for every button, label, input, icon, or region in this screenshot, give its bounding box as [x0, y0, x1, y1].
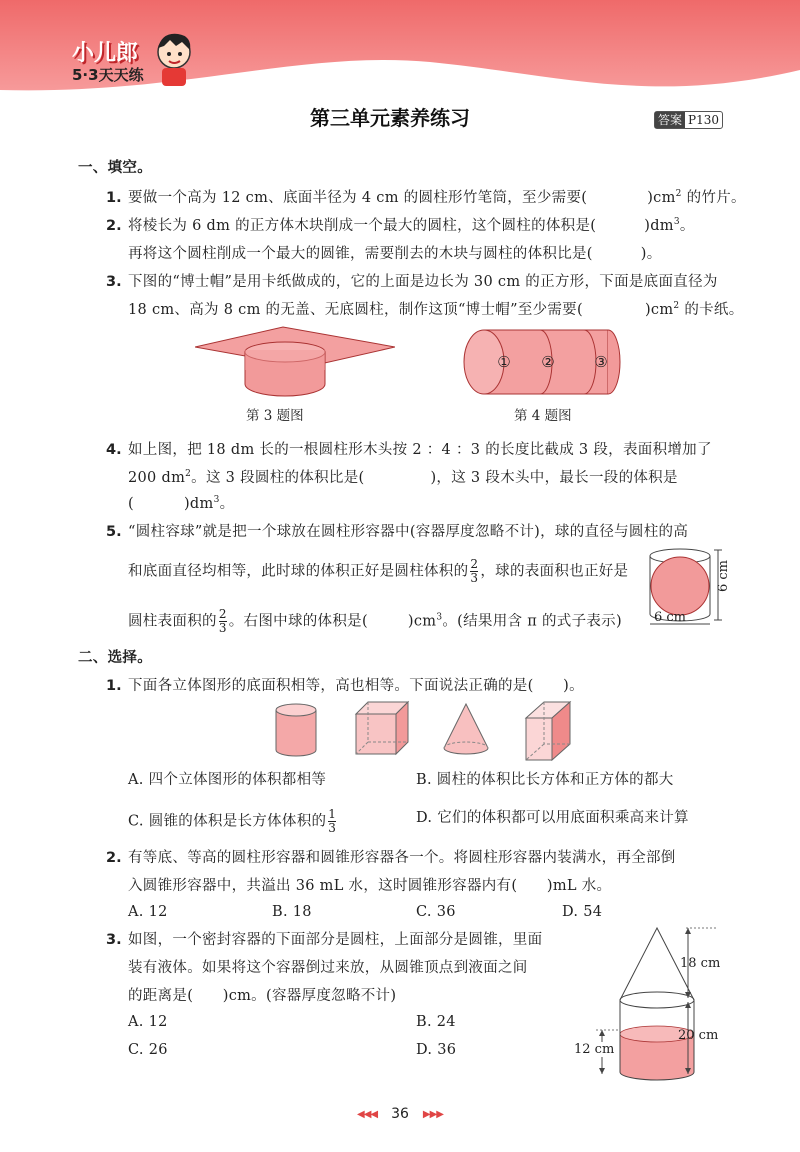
- segment-label-1: ①: [497, 353, 511, 371]
- s2-q1-number: 1.: [106, 678, 122, 694]
- s2-q3-text-1: 如图，一个密封容器的下面部分是圆柱，上面部分是圆锥，里面: [128, 932, 543, 948]
- s2-q1-option-a[interactable]: A. 四个立体图形的体积都相等: [128, 772, 327, 788]
- brand-sub: 5·3天天练: [72, 66, 144, 84]
- previous-arrows-icon: ◀◀◀: [357, 1108, 378, 1120]
- next-arrows-icon: ▶▶▶: [422, 1108, 443, 1120]
- s2-q1-option-d[interactable]: D. 它们的体积都可以用底面积乘高来计算: [416, 810, 689, 826]
- s2-q3-number: 3.: [106, 932, 122, 948]
- s1-q2-number: 2.: [106, 218, 122, 234]
- s1-q3-text-1: 下图的“博士帽”是用卡纸做成的，它的上面是边长为 30 cm 的正方形，下面是底面直径为: [128, 274, 718, 290]
- s2-q1-option-c[interactable]: C. 圆锥的体积是长方体体积的 $\frac{1}{3}$: [128, 807, 337, 835]
- s2-q2-option-a[interactable]: A. 12: [128, 904, 168, 920]
- s2-q3-option-a[interactable]: A. 12: [128, 1014, 168, 1030]
- figure-cone-cylinder-container: [590, 922, 740, 1082]
- four-solids-figure: [270, 700, 600, 762]
- s2-q2-number: 2.: [106, 850, 122, 866]
- s2-q2-text-2: 入圆锥形容器中，共溢出 36 mL 水，这时圆锥形容器内有( )mL 水。: [128, 878, 612, 894]
- s1-q3-number: 3.: [106, 274, 122, 290]
- section1-heading: 一、填空。: [78, 160, 152, 176]
- answer-page: P130: [688, 113, 719, 127]
- s1-q1-number: 1.: [106, 190, 122, 206]
- s1-q3-text-2: 18 cm、高为 8 cm 的无盖、无底圆柱，制作这顶“博士帽”至少需要( )$cm^2$ 的卡纸。: [128, 301, 744, 318]
- cone-height-label: 18 cm: [680, 956, 721, 971]
- s1-q4-text-3: ( )$dm^3$。: [128, 495, 235, 512]
- s1-q2-text-1: 将棱长为 6 dm 的正方体木块削成一个最大的圆柱，这个圆柱的体积是( )$dm^3$。: [128, 217, 695, 234]
- s2-q1-stem: 下面各立体图形的底面积相等，高也相等。下面说法正确的是( )。: [128, 678, 584, 694]
- s2-q2-option-b[interactable]: B. 18: [272, 904, 312, 920]
- s1-q5-text-3: 圆柱表面积的 $\frac{2}{3}$ 。右图中球的体积是( )$cm^3$。(结果用含 π 的式子表示): [128, 607, 622, 635]
- section2-heading: 二、选择。: [78, 650, 152, 666]
- page-footer: [330, 1106, 470, 1122]
- s1-q5-text-2: 和底面直径均相等，此时球的体积正好是圆柱体积的 $\frac{2}{3}$ ，球的表面积也正好是: [128, 557, 629, 585]
- s2-q2-text-1: 有等底、等高的圆柱形容器和圆锥形容器各一个。将圆柱形容器内装满水，再全部倒: [128, 850, 676, 866]
- s2-q2-option-d[interactable]: D. 54: [562, 904, 603, 920]
- brand-logo: [62, 36, 202, 96]
- s2-q2-option-c[interactable]: C. 36: [416, 904, 456, 920]
- page-title: 第三单元素养练习: [310, 106, 470, 130]
- s2-q3-option-d[interactable]: D. 36: [416, 1042, 457, 1058]
- segment-label-3: ③: [594, 353, 608, 371]
- fraction-two-thirds: $\frac{2}{3}$: [470, 557, 479, 585]
- cone-shape: [444, 704, 488, 754]
- s2-q3-text-3: 的距离是( )cm。(容器厚度忽略不计): [128, 988, 397, 1004]
- segment-label-2: ②: [541, 353, 555, 371]
- s1-q5-number: 5.: [106, 524, 122, 540]
- mascot-icon: [152, 32, 198, 88]
- liquid-height-label: 12 cm: [574, 1042, 615, 1057]
- figure-3-hat: [195, 322, 395, 404]
- s2-q3-option-c[interactable]: C. 26: [128, 1042, 168, 1058]
- cylinder-height-label: 20 cm: [678, 1028, 719, 1043]
- sphere-width-label: 6 cm: [654, 610, 687, 625]
- figure-4-log: [460, 326, 632, 398]
- s2-q3-text-2: 装有液体。如果将这个容器倒过来放，从圆锥顶点到液面之间: [128, 960, 528, 976]
- s1-q2-text-2: 再将这个圆柱削成一个最大的圆锥，需要削去的木块与圆柱的体积比是( )。: [128, 246, 662, 262]
- cylinder-shape: [276, 704, 316, 756]
- s1-q4-text-2: 200 $dm^2$。这 3 段圆柱的体积比是( )，这 3 段木头中，最长一段的体积是: [128, 469, 678, 486]
- brand-name: 小儿郎: [72, 41, 139, 66]
- answer-badge[interactable]: [654, 111, 723, 129]
- sphere-height-label: 6 cm: [716, 559, 731, 592]
- s1-q4-text-1: 如上图，把 18 dm 长的一根圆柱形木头按 2 ：4 ：3 的长度比截成 3 段，表面积增加了: [128, 442, 712, 458]
- answer-label: 答案: [655, 112, 685, 128]
- s1-q1-text: 要做一个高为 12 cm、底面半径为 4 cm 的圆柱形竹笔筒，至少需要( )$cm^2$ 的竹片。: [128, 189, 746, 206]
- s2-q3-option-b[interactable]: B. 24: [416, 1014, 456, 1030]
- s2-q1-option-b[interactable]: B. 圆柱的体积比长方体和正方体的都大: [416, 772, 674, 788]
- cube-shape: [356, 702, 408, 754]
- s1-q4-number: 4.: [106, 442, 122, 458]
- cuboid-shape: [526, 702, 570, 760]
- figure-4-caption: 第 4 题图: [514, 408, 572, 424]
- fraction-two-thirds: $\frac{2}{3}$: [218, 607, 227, 635]
- fraction-one-third: $\frac{1}{3}$: [328, 807, 337, 835]
- s1-q5-text-1: “圆柱容球”就是把一个球放在圆柱形容器中(容器厚度忽略不计)，球的直径与圆柱的高: [128, 524, 689, 540]
- figure-3-caption: 第 3 题图: [246, 408, 304, 424]
- page-number: 36: [391, 1106, 409, 1122]
